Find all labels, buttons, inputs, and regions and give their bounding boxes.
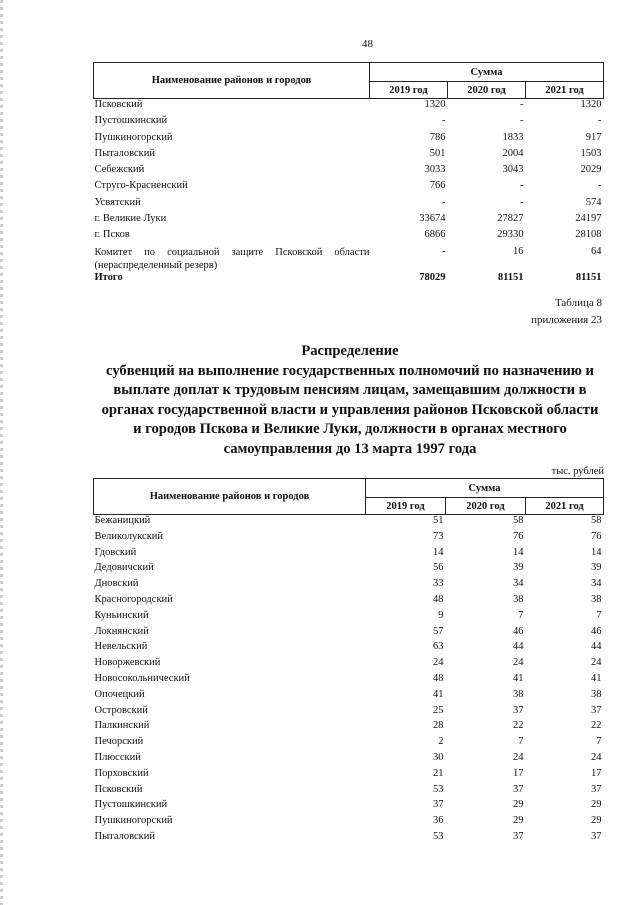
table-continued xyxy=(93,62,604,288)
value-2020: 16 xyxy=(513,245,524,257)
row-name: Островский xyxy=(94,704,148,716)
table-row xyxy=(94,148,604,164)
value-2019: 30 xyxy=(433,751,444,763)
value-2021: 64 xyxy=(591,245,602,257)
value-2019: 51 xyxy=(433,515,444,526)
column-header-sum: Сумма xyxy=(366,479,604,498)
value-2019: 786 xyxy=(429,131,446,143)
title-line: выплате доплат к трудовым пенсиям лицам, замещавшим должности в xyxy=(113,382,587,398)
value-2020: 29 xyxy=(513,815,524,827)
table-row xyxy=(94,164,604,180)
value-2019: 3033 xyxy=(424,164,446,176)
table-row xyxy=(94,673,604,689)
column-header-2021: 2021 год xyxy=(526,498,604,515)
value-2021: 44 xyxy=(591,641,602,653)
value-2021: 37 xyxy=(591,783,602,795)
value-2020: 24 xyxy=(513,751,524,763)
value-2021: 29 xyxy=(591,815,602,827)
value-2021: 574 xyxy=(585,196,602,208)
column-header-2020: 2020 год xyxy=(448,82,526,99)
value-2021: 58 xyxy=(591,515,602,526)
row-name: Себежский xyxy=(94,164,145,176)
value-2021: 17 xyxy=(591,767,602,779)
value-2019: - xyxy=(442,196,446,208)
value-2019: 53 xyxy=(433,783,444,795)
column-header-name: Наименование районов и городов xyxy=(94,479,366,515)
value-2020: 38 xyxy=(513,593,524,605)
title-line: и городов Пскова и Великие Луки, должности в органах местного xyxy=(133,421,567,437)
row-name: Печорский xyxy=(94,736,144,748)
row-name: Опочецкий xyxy=(94,688,145,700)
value-2021: 24 xyxy=(591,751,602,763)
value-2020: 37 xyxy=(513,783,524,795)
row-name: Плюсский xyxy=(94,751,141,763)
units-label: тыс. рублей xyxy=(551,466,604,477)
value-2020: 1833 xyxy=(502,131,524,143)
value-2021: 2029 xyxy=(580,164,602,176)
value-2020: 29 xyxy=(513,799,524,811)
value-2020: 7 xyxy=(518,609,524,621)
value-2020: 17 xyxy=(513,767,524,779)
value-2020: 39 xyxy=(513,562,524,574)
value-2019: - xyxy=(442,245,446,257)
appendix-caption: приложения 23 xyxy=(531,314,602,326)
table-row xyxy=(94,99,604,116)
row-name: Псковский xyxy=(94,783,143,795)
table-row xyxy=(94,784,604,800)
value-2019: 25 xyxy=(433,704,444,716)
row-name: Невельский xyxy=(94,641,148,653)
value-2021: - xyxy=(598,180,602,192)
title-line: субвенций на выполнение государственных полномочий по назначению и xyxy=(106,362,594,379)
value-2019: - xyxy=(442,115,446,127)
table-row xyxy=(94,799,604,815)
row-name: Пушкиногорский xyxy=(94,815,173,827)
value-2020: 22 xyxy=(513,720,524,732)
row-name: Новоржевский xyxy=(94,657,161,669)
row-name: Комитет по социальной защите Псковской области (нераспределенный резерв) xyxy=(94,246,370,271)
title-line: самоуправления до 13 марта 1997 года xyxy=(223,440,477,457)
value-2019: 56 xyxy=(433,562,444,574)
table-row xyxy=(94,752,604,768)
row-name: г. Великие Луки xyxy=(94,213,167,225)
value-2020: 44 xyxy=(513,641,524,653)
column-header-2019: 2019 год xyxy=(366,498,446,515)
value-2020: 24 xyxy=(513,657,524,669)
value-2019: 6866 xyxy=(424,229,446,241)
table-row xyxy=(94,736,604,752)
value-2019: 9 xyxy=(438,609,444,621)
row-name: Новосокольнический xyxy=(94,672,190,684)
value-2021: 1503 xyxy=(580,147,602,159)
value-2019: 37 xyxy=(433,799,444,811)
row-name: Великолукский xyxy=(94,530,164,542)
value-2019: 57 xyxy=(433,625,444,637)
value-2019: 48 xyxy=(433,672,444,684)
table-row xyxy=(94,562,604,578)
row-name: Гдовский xyxy=(94,546,137,558)
value-2019: 2 xyxy=(438,736,444,748)
table-row xyxy=(94,641,604,657)
column-header-2021: 2021 год xyxy=(526,82,604,99)
table-row xyxy=(94,705,604,721)
column-header-2020: 2020 год xyxy=(446,498,526,515)
row-name: Пыталовский xyxy=(94,147,155,159)
value-2019: 24 xyxy=(433,657,444,669)
row-name: Дедовичский xyxy=(94,562,154,574)
table-row xyxy=(94,229,604,245)
value-2020: 41 xyxy=(513,672,524,684)
value-2020: 3043 xyxy=(502,164,524,176)
value-2020: - xyxy=(520,99,524,110)
row-name: Красногородский xyxy=(94,593,173,605)
table-row xyxy=(94,720,604,736)
value-2021: 38 xyxy=(591,593,602,605)
title-line: органах государственной власти и управления районов Псковской области xyxy=(101,401,599,418)
table-row xyxy=(94,689,604,705)
table-row xyxy=(94,831,604,847)
value-2020: 29330 xyxy=(497,229,524,241)
value-2021: 41 xyxy=(591,672,602,684)
total-2020: 81151 xyxy=(497,271,524,283)
table-row xyxy=(94,197,604,213)
value-2021: 46 xyxy=(591,625,602,637)
table-row xyxy=(94,115,604,131)
value-2020: 58 xyxy=(513,515,524,526)
value-2021: 38 xyxy=(591,688,602,700)
value-2020: - xyxy=(520,196,524,208)
value-2019: 48 xyxy=(433,593,444,605)
value-2021: 28108 xyxy=(575,229,602,241)
table-row xyxy=(94,626,604,642)
value-2019: 21 xyxy=(433,767,444,779)
value-2019: 53 xyxy=(433,830,444,842)
table-number-caption: Таблица 8 xyxy=(554,297,602,309)
value-2019: 63 xyxy=(433,641,444,653)
table-row xyxy=(94,180,604,196)
table-row xyxy=(94,246,604,272)
row-name: Палкинский xyxy=(94,720,150,732)
value-2021: 24197 xyxy=(575,213,602,225)
column-header-name: Наименование районов и городов xyxy=(94,63,370,99)
value-2021: 29 xyxy=(591,799,602,811)
value-2019: 36 xyxy=(433,815,444,827)
scan-edge xyxy=(0,0,3,905)
total-2021: 81151 xyxy=(575,271,602,283)
value-2021: 917 xyxy=(585,131,602,143)
document-title xyxy=(90,342,610,459)
value-2020: 2004 xyxy=(502,147,524,159)
row-name: Усвятский xyxy=(94,196,141,208)
value-2020: - xyxy=(520,115,524,127)
value-2019: 766 xyxy=(429,180,446,192)
page-number: 48 xyxy=(362,38,373,50)
total-2019: 78029 xyxy=(419,271,446,283)
value-2019: 28 xyxy=(433,720,444,732)
row-name: Струго-Красненский xyxy=(94,180,188,192)
row-name: Пушкиногорский xyxy=(94,131,173,143)
value-2020: 27827 xyxy=(497,213,524,225)
value-2020: 14 xyxy=(513,546,524,558)
row-name: Псковский xyxy=(94,99,143,110)
row-name: Дновский xyxy=(94,578,139,590)
column-header-sum: Сумма xyxy=(370,63,604,82)
table-row xyxy=(94,132,604,148)
value-2020: 7 xyxy=(518,736,524,748)
row-name: Локнянский xyxy=(94,625,149,637)
value-2019: 73 xyxy=(433,530,444,542)
row-name: Пыталовский xyxy=(94,830,155,842)
table-row xyxy=(94,594,604,610)
value-2020: 76 xyxy=(513,530,524,542)
row-name: Пустошкинский xyxy=(94,799,168,811)
table-row xyxy=(94,815,604,831)
table-row xyxy=(94,610,604,626)
title-line: Распределение xyxy=(301,343,399,359)
value-2021: 7 xyxy=(596,736,602,748)
value-2021: 7 xyxy=(596,609,602,621)
value-2020: 34 xyxy=(513,578,524,590)
value-2021: - xyxy=(598,115,602,127)
total-label: Итого xyxy=(94,271,123,283)
value-2019: 1320 xyxy=(424,99,446,110)
subventions-table xyxy=(93,478,604,847)
value-2021: 1320 xyxy=(580,99,602,110)
table-row xyxy=(94,515,604,531)
value-2019: 41 xyxy=(433,688,444,700)
value-2021: 22 xyxy=(591,720,602,732)
row-name: Порховский xyxy=(94,767,149,779)
table-row xyxy=(94,657,604,673)
row-name: Бежаницкий xyxy=(94,515,151,526)
value-2021: 14 xyxy=(591,546,602,558)
column-header-2019: 2019 год xyxy=(370,82,448,99)
table-row xyxy=(94,768,604,784)
value-2020: 37 xyxy=(513,830,524,842)
value-2021: 37 xyxy=(591,830,602,842)
value-2020: 37 xyxy=(513,704,524,716)
value-2019: 33 xyxy=(433,578,444,590)
value-2020: - xyxy=(520,180,524,192)
row-name: г. Псков xyxy=(94,229,130,241)
value-2021: 76 xyxy=(591,530,602,542)
value-2020: 46 xyxy=(513,625,524,637)
table-row xyxy=(94,547,604,563)
value-2019: 33674 xyxy=(419,213,446,225)
value-2021: 34 xyxy=(591,578,602,590)
table-row xyxy=(94,531,604,547)
value-2021: 24 xyxy=(591,657,602,669)
table-row xyxy=(94,213,604,229)
row-name: Пустошкинский xyxy=(94,115,168,127)
value-2019: 501 xyxy=(429,147,446,159)
total-row xyxy=(94,272,604,288)
value-2019: 14 xyxy=(433,546,444,558)
value-2020: 38 xyxy=(513,688,524,700)
value-2021: 37 xyxy=(591,704,602,716)
value-2021: 39 xyxy=(591,562,602,574)
row-name: Куньинский xyxy=(94,609,149,621)
table-row xyxy=(94,578,604,594)
